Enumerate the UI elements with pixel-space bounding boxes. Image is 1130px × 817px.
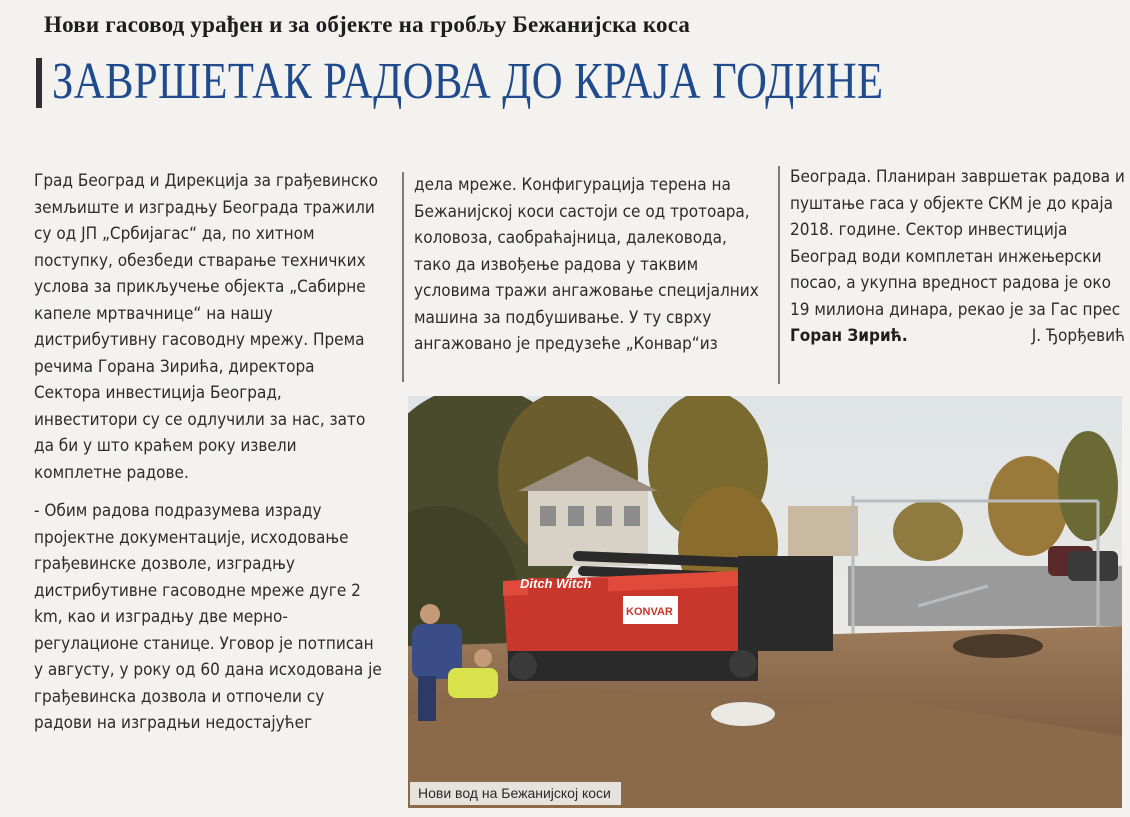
headline-accent-bar (36, 58, 42, 108)
konvar-logo: KONVAR (626, 606, 673, 618)
excavation-pit (953, 634, 1043, 658)
quoted-person-name: Горан Зирић. (790, 326, 908, 346)
article-kicker: Нови гасовод урађен и за објекте на гробљу Бежанијска коса (44, 12, 691, 37)
text-column-3 (790, 164, 1125, 350)
column-divider-2 (778, 166, 780, 384)
debris (711, 702, 775, 726)
column1-paragraph-2: - Обим радова подразумева израду пројектне документације, исходовање грађевинске дозволе, изградњу дистрибутивне гасоводне мреже дуге 2 km, као и изградњу две мерно-регулационе станице. Уговор је потписан у августу, у року од 60 дана исходована је грађевинска дозвола и отпочели су радови на изградњи недостајућег (34, 501, 382, 733)
column3-paragraph-1: Београда. Планиран завршетак радова и пуштање гаса у објекте СКМ је до краја 2018. године. Сектор инвестиција Београд води комплетан инжењерски посао, а укупна вредност радова је око 19 милиона динара, рекао је за Гас прес (790, 167, 1125, 320)
column-divider-1 (402, 172, 404, 382)
drilling-site-illustration (408, 396, 1122, 808)
column1-paragraph-1: Град Београд и Дирекција за грађевинско земљиште и изградњу Београда тражили су од ЈП „Србијагас“ да, по хитном поступку, обезбеди стварање техничких услова за прикључење објекта „Сабирне капеле мртвачнице“ на нашу дистрибутивну гасоводну мрежу. Према речима Горана Зирића, директора Сектора инвестиција Београд, инвеститори су се одлучили за нас, зато да би у што краћем року извели комплетне радове. (34, 171, 378, 483)
column2-paragraph-1: дела мреже. Конфигурација терена на Бежанијској коси састоји се од тротоара, коловоза, саобраћајница, далековода, тако да извођење радова у таквим условима тражи ангажовање специјалних машина за подбушивање. У ту сврху ангажовано је предузеће „Конвар“из (414, 175, 759, 354)
article-author: Ј. Ђорђевић (1031, 326, 1125, 346)
text-column-2 (414, 172, 766, 358)
photo-caption: Нови вод на Бежанијској коси (410, 782, 621, 805)
article-photo (408, 396, 1122, 808)
byline-row (790, 323, 1125, 350)
machine-brand-label: Ditch Witch (520, 576, 592, 591)
article-headline: ЗАВРШЕТАК РАДОВА ДО КРАЈА ГОДИНЕ (52, 53, 884, 110)
text-column-1 (34, 168, 384, 737)
